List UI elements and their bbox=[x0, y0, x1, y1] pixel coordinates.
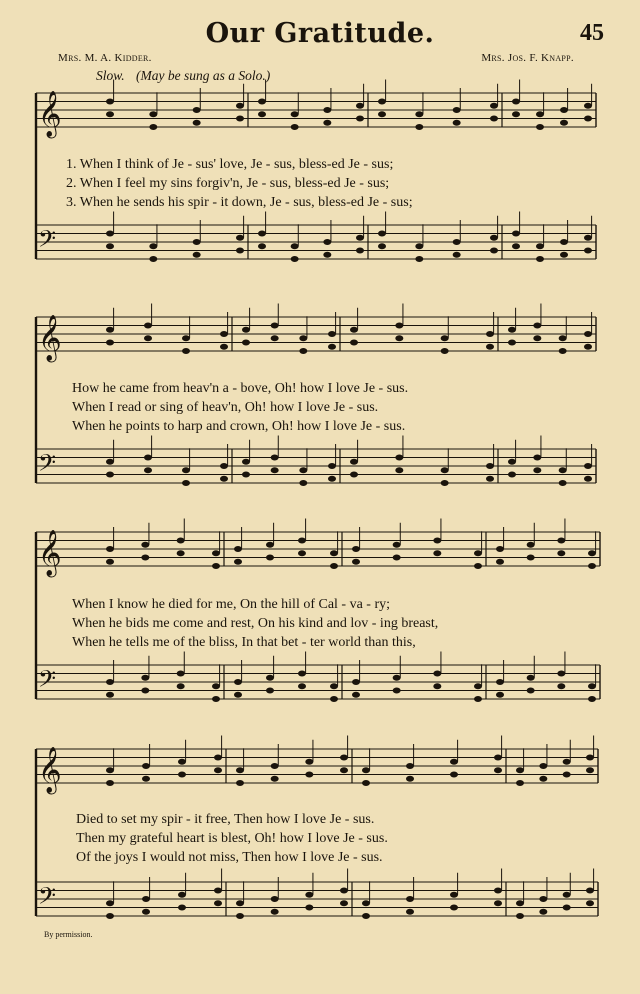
note-head bbox=[352, 679, 360, 685]
note-head bbox=[149, 124, 157, 130]
note-head bbox=[193, 120, 201, 126]
note-head bbox=[242, 459, 250, 465]
note-head bbox=[214, 767, 222, 773]
note-head bbox=[350, 327, 358, 333]
note-head bbox=[496, 559, 504, 565]
note-head bbox=[271, 335, 279, 341]
note-head bbox=[352, 546, 360, 552]
bass-clef-icon: 𝄢 bbox=[38, 882, 57, 915]
note-head bbox=[588, 563, 596, 569]
lyricist-credit: Mrs. M. A. Kidder. bbox=[58, 52, 152, 64]
note-head bbox=[563, 905, 571, 911]
note-head bbox=[433, 538, 441, 544]
note-head bbox=[433, 671, 441, 677]
note-head bbox=[298, 683, 306, 689]
note-head bbox=[234, 546, 242, 552]
note-head bbox=[298, 538, 306, 544]
note-head bbox=[106, 679, 114, 685]
note-head bbox=[220, 331, 228, 337]
page-number: 45 bbox=[580, 20, 604, 46]
note-head bbox=[539, 776, 547, 782]
note-head bbox=[527, 542, 535, 548]
note-head bbox=[298, 671, 306, 677]
note-head bbox=[393, 542, 401, 548]
note-head bbox=[106, 559, 114, 565]
note-head bbox=[182, 467, 190, 473]
note-head bbox=[395, 467, 403, 473]
tempo-label: Slow. bbox=[96, 68, 125, 83]
note-head bbox=[536, 256, 544, 262]
note-head bbox=[584, 476, 592, 482]
note-head bbox=[141, 542, 149, 548]
note-head bbox=[144, 323, 152, 329]
note-head bbox=[415, 256, 423, 262]
note-head bbox=[291, 111, 299, 117]
note-head bbox=[291, 124, 299, 130]
note-head bbox=[106, 692, 114, 698]
note-head bbox=[588, 550, 596, 556]
note-head bbox=[395, 323, 403, 329]
note-head bbox=[378, 99, 386, 105]
note-head bbox=[494, 900, 502, 906]
note-head bbox=[271, 763, 279, 769]
note-head bbox=[242, 472, 250, 478]
note-head bbox=[584, 344, 592, 350]
note-head bbox=[323, 120, 331, 126]
note-head bbox=[298, 550, 306, 556]
note-head bbox=[559, 480, 567, 486]
note-head bbox=[406, 776, 414, 782]
note-head bbox=[378, 243, 386, 249]
note-head bbox=[266, 555, 274, 561]
note-head bbox=[330, 563, 338, 569]
note-head bbox=[516, 900, 524, 906]
note-head bbox=[557, 538, 565, 544]
note-head bbox=[474, 550, 482, 556]
note-head bbox=[271, 323, 279, 329]
note-head bbox=[299, 467, 307, 473]
note-head bbox=[258, 231, 266, 237]
note-head bbox=[539, 896, 547, 902]
note-head bbox=[586, 888, 594, 894]
tempo-note: (May be sung as a Solo.) bbox=[136, 68, 271, 83]
note-head bbox=[350, 340, 358, 346]
note-head bbox=[106, 767, 114, 773]
treble-clef-icon: 𝄞 bbox=[38, 747, 62, 793]
note-head bbox=[144, 455, 152, 461]
note-head bbox=[328, 331, 336, 337]
note-head bbox=[563, 892, 571, 898]
note-head bbox=[560, 120, 568, 126]
note-head bbox=[340, 767, 348, 773]
note-head bbox=[494, 755, 502, 761]
note-head bbox=[142, 909, 150, 915]
note-head bbox=[586, 900, 594, 906]
note-head bbox=[299, 348, 307, 354]
note-head bbox=[305, 892, 313, 898]
note-head bbox=[557, 550, 565, 556]
note-head bbox=[212, 563, 220, 569]
note-head bbox=[395, 455, 403, 461]
note-head bbox=[584, 463, 592, 469]
note-head bbox=[106, 546, 114, 552]
note-head bbox=[106, 459, 114, 465]
note-head bbox=[378, 231, 386, 237]
note-head bbox=[236, 116, 244, 122]
note-head bbox=[212, 550, 220, 556]
note-head bbox=[328, 344, 336, 350]
note-head bbox=[393, 555, 401, 561]
note-head bbox=[291, 256, 299, 262]
note-head bbox=[234, 692, 242, 698]
note-head bbox=[141, 688, 149, 694]
note-head bbox=[350, 472, 358, 478]
note-head bbox=[433, 683, 441, 689]
note-head bbox=[106, 340, 114, 346]
note-head bbox=[362, 767, 370, 773]
note-head bbox=[220, 463, 228, 469]
note-head bbox=[453, 252, 461, 258]
note-head bbox=[362, 780, 370, 786]
note-head bbox=[142, 776, 150, 782]
note-head bbox=[340, 888, 348, 894]
note-head bbox=[177, 671, 185, 677]
note-head bbox=[356, 248, 364, 254]
note-head bbox=[441, 480, 449, 486]
note-head bbox=[299, 480, 307, 486]
note-head bbox=[234, 559, 242, 565]
note-head bbox=[560, 107, 568, 113]
note-head bbox=[242, 340, 250, 346]
note-head bbox=[490, 235, 498, 241]
note-head bbox=[258, 99, 266, 105]
note-head bbox=[512, 111, 520, 117]
note-head bbox=[340, 900, 348, 906]
note-head bbox=[182, 480, 190, 486]
note-head bbox=[474, 683, 482, 689]
note-head bbox=[193, 239, 201, 245]
note-head bbox=[362, 900, 370, 906]
note-head bbox=[516, 767, 524, 773]
note-head bbox=[415, 111, 423, 117]
note-head bbox=[512, 231, 520, 237]
note-head bbox=[393, 675, 401, 681]
note-head bbox=[508, 459, 516, 465]
note-head bbox=[266, 688, 274, 694]
note-head bbox=[395, 335, 403, 341]
note-head bbox=[212, 683, 220, 689]
note-head bbox=[584, 103, 592, 109]
note-head bbox=[415, 243, 423, 249]
note-head bbox=[516, 913, 524, 919]
note-head bbox=[527, 675, 535, 681]
note-head bbox=[330, 550, 338, 556]
note-head bbox=[453, 107, 461, 113]
note-head bbox=[144, 335, 152, 341]
note-head bbox=[242, 327, 250, 333]
note-head bbox=[149, 111, 157, 117]
note-head bbox=[350, 459, 358, 465]
note-head bbox=[178, 772, 186, 778]
note-head bbox=[508, 327, 516, 333]
note-head bbox=[144, 467, 152, 473]
note-head bbox=[214, 900, 222, 906]
note-head bbox=[536, 111, 544, 117]
note-head bbox=[486, 476, 494, 482]
note-head bbox=[234, 679, 242, 685]
note-head bbox=[406, 909, 414, 915]
note-head bbox=[356, 235, 364, 241]
note-head bbox=[356, 116, 364, 122]
note-head bbox=[527, 688, 535, 694]
note-head bbox=[496, 546, 504, 552]
note-head bbox=[490, 116, 498, 122]
note-head bbox=[328, 463, 336, 469]
note-head bbox=[441, 348, 449, 354]
note-head bbox=[182, 348, 190, 354]
composer-credit: Mrs. Jos. F. Knapp. bbox=[481, 52, 574, 64]
note-head bbox=[258, 243, 266, 249]
note-head bbox=[271, 467, 279, 473]
note-head bbox=[220, 476, 228, 482]
note-head bbox=[486, 463, 494, 469]
note-head bbox=[563, 759, 571, 765]
bass-clef-icon: 𝄢 bbox=[38, 665, 57, 698]
note-head bbox=[330, 683, 338, 689]
note-head bbox=[588, 696, 596, 702]
note-head bbox=[490, 103, 498, 109]
note-head bbox=[586, 767, 594, 773]
treble-clef-icon: 𝄞 bbox=[38, 315, 62, 361]
note-head bbox=[236, 103, 244, 109]
note-head bbox=[323, 252, 331, 258]
note-head bbox=[214, 755, 222, 761]
bass-clef-icon: 𝄢 bbox=[38, 225, 57, 258]
note-head bbox=[527, 555, 535, 561]
note-head bbox=[494, 767, 502, 773]
hymn-page: Our Gratitude. 45 Mrs. M. A. Kidder. Mrs. Jos. F. Knapp. Slow. (May be sung as a Solo.) 𝄞 𝄢 𝄞 𝄢 𝄞 𝄢 𝄞 𝄢 1. When I think of Je - sus' love, Je - sus, bless-ed Je - sus; 2. When I feel my sins forgiv'n, Je - sus, bless-ed Je - sus; 3. When he sends his spir - it down, Je - sus, bless-ed Je - sus; How he came from heav'n a - bove, Oh! how I love Je - sus. When I read or sing of heav'n, Oh! how I love Je - sus. When he points to harp and crown, Oh! how I love Je - sus. When I know he died for me, On the hill of Cal - va - ry; When he bids me come and rest, On his kind and lov - ing breast, When he tells me of the bliss, In that bet - ter world than this, Died to set my spir - it free, Then how I love Je - sus. Then my grateful heart is blest, Oh! how I love Je - sus. Of the joys I would not miss, Then how I love Je - sus. By permission. bbox=[0, 0, 640, 994]
note-head bbox=[486, 344, 494, 350]
bass-clef-icon: 𝄢 bbox=[38, 449, 57, 482]
note-head bbox=[559, 467, 567, 473]
note-head bbox=[220, 344, 228, 350]
note-head bbox=[490, 248, 498, 254]
note-head bbox=[584, 331, 592, 337]
note-head bbox=[177, 538, 185, 544]
note-head bbox=[106, 780, 114, 786]
note-head bbox=[450, 905, 458, 911]
note-head bbox=[258, 111, 266, 117]
note-head bbox=[323, 239, 331, 245]
note-head bbox=[271, 896, 279, 902]
note-head bbox=[330, 696, 338, 702]
note-head bbox=[560, 239, 568, 245]
note-head bbox=[182, 335, 190, 341]
note-head bbox=[305, 759, 313, 765]
note-head bbox=[177, 683, 185, 689]
note-head bbox=[584, 248, 592, 254]
treble-clef-icon: 𝄞 bbox=[38, 91, 62, 137]
note-head bbox=[271, 455, 279, 461]
note-head bbox=[539, 909, 547, 915]
note-head bbox=[450, 759, 458, 765]
note-head bbox=[433, 550, 441, 556]
note-head bbox=[236, 780, 244, 786]
note-head bbox=[512, 99, 520, 105]
note-head bbox=[559, 348, 567, 354]
note-head bbox=[508, 472, 516, 478]
note-head bbox=[415, 124, 423, 130]
note-head bbox=[406, 896, 414, 902]
note-head bbox=[584, 235, 592, 241]
note-head bbox=[393, 688, 401, 694]
note-head bbox=[106, 327, 114, 333]
note-head bbox=[474, 696, 482, 702]
note-head bbox=[533, 323, 541, 329]
note-head bbox=[406, 763, 414, 769]
note-head bbox=[236, 913, 244, 919]
note-head bbox=[486, 331, 494, 337]
note-head bbox=[106, 913, 114, 919]
note-head bbox=[512, 243, 520, 249]
note-head bbox=[441, 335, 449, 341]
note-head bbox=[516, 780, 524, 786]
note-head bbox=[149, 256, 157, 262]
note-head bbox=[508, 340, 516, 346]
note-head bbox=[291, 243, 299, 249]
note-head bbox=[266, 542, 274, 548]
note-head bbox=[496, 692, 504, 698]
note-head bbox=[236, 767, 244, 773]
note-head bbox=[340, 755, 348, 761]
note-head bbox=[533, 467, 541, 473]
permission-note: By permission. bbox=[44, 930, 93, 939]
note-head bbox=[588, 683, 596, 689]
note-head bbox=[271, 909, 279, 915]
note-head bbox=[453, 120, 461, 126]
note-head bbox=[536, 243, 544, 249]
note-head bbox=[453, 239, 461, 245]
note-head bbox=[536, 124, 544, 130]
note-head bbox=[106, 472, 114, 478]
note-head bbox=[193, 107, 201, 113]
note-head bbox=[352, 559, 360, 565]
note-head bbox=[236, 248, 244, 254]
note-head bbox=[441, 467, 449, 473]
note-head bbox=[106, 243, 114, 249]
note-head bbox=[106, 99, 114, 105]
note-head bbox=[178, 905, 186, 911]
hymn-title: Our Gratitude. bbox=[205, 18, 435, 49]
note-head bbox=[236, 235, 244, 241]
note-head bbox=[557, 671, 565, 677]
note-head bbox=[563, 772, 571, 778]
note-head bbox=[178, 759, 186, 765]
note-head bbox=[212, 696, 220, 702]
note-head bbox=[141, 675, 149, 681]
note-head bbox=[323, 107, 331, 113]
note-head bbox=[305, 772, 313, 778]
note-head bbox=[560, 252, 568, 258]
note-head bbox=[559, 335, 567, 341]
note-head bbox=[271, 776, 279, 782]
note-head bbox=[305, 905, 313, 911]
note-head bbox=[356, 103, 364, 109]
note-head bbox=[236, 900, 244, 906]
note-head bbox=[299, 335, 307, 341]
note-head bbox=[193, 252, 201, 258]
note-head bbox=[539, 763, 547, 769]
note-head bbox=[533, 455, 541, 461]
note-head bbox=[141, 555, 149, 561]
note-head bbox=[106, 900, 114, 906]
note-head bbox=[584, 116, 592, 122]
note-head bbox=[450, 892, 458, 898]
note-head bbox=[266, 675, 274, 681]
note-head bbox=[352, 692, 360, 698]
note-head bbox=[328, 476, 336, 482]
note-head bbox=[450, 772, 458, 778]
note-head bbox=[142, 896, 150, 902]
note-head bbox=[106, 231, 114, 237]
treble-clef-icon: 𝄞 bbox=[38, 530, 62, 576]
note-head bbox=[214, 888, 222, 894]
note-head bbox=[496, 679, 504, 685]
note-head bbox=[149, 243, 157, 249]
note-head bbox=[106, 111, 114, 117]
note-head bbox=[494, 888, 502, 894]
note-head bbox=[177, 550, 185, 556]
note-head bbox=[362, 913, 370, 919]
note-head bbox=[533, 335, 541, 341]
note-head bbox=[586, 755, 594, 761]
note-head bbox=[178, 892, 186, 898]
note-head bbox=[474, 563, 482, 569]
note-head bbox=[142, 763, 150, 769]
note-head bbox=[378, 111, 386, 117]
note-head bbox=[557, 683, 565, 689]
